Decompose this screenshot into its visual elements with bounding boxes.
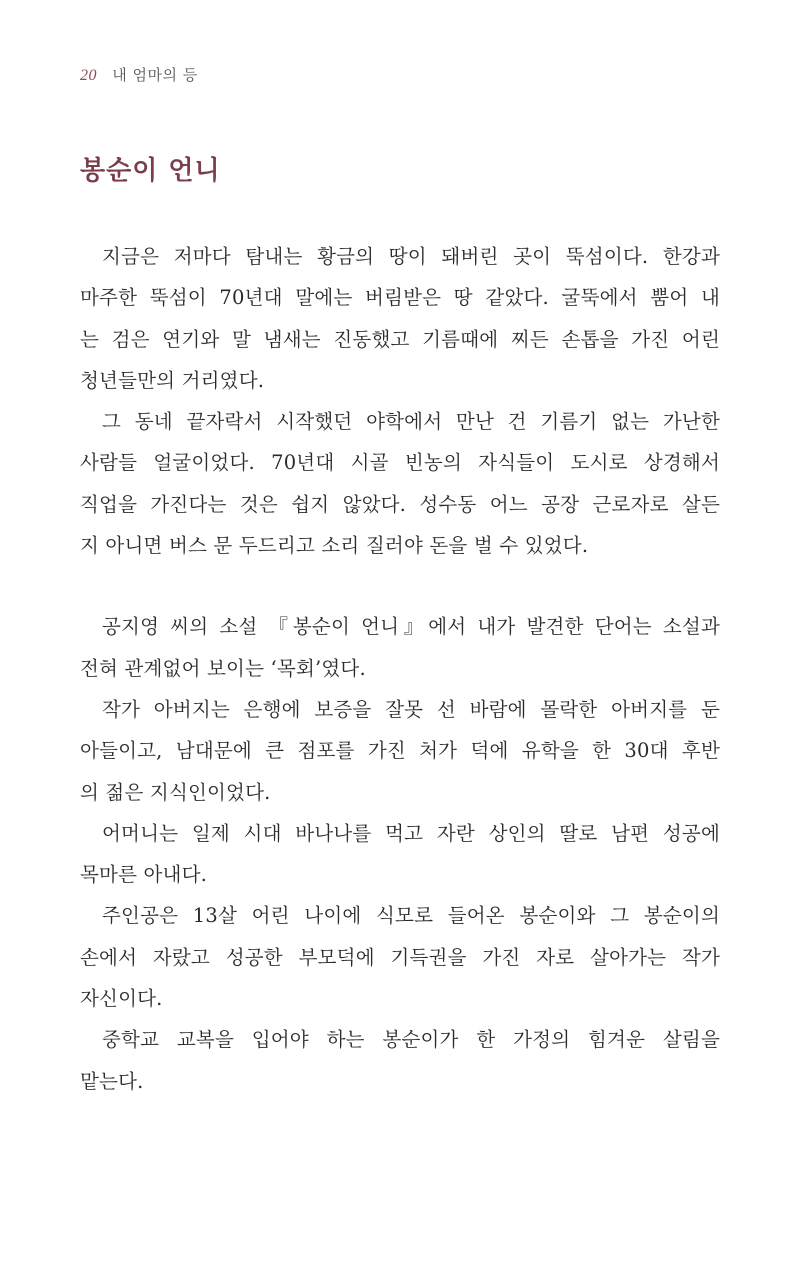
paragraph	[80, 236, 720, 401]
text-line: 마주한 뚝섬이 70년대 말에는 버림받은 땅 같았다. 굴뚝에서 뿜어 내	[80, 286, 720, 310]
text-line: 전혀 관계없어 보이는 ‘목회’였다.	[80, 656, 366, 680]
chapter-title: 봉순이 언니	[80, 156, 221, 186]
text-line: 직업을 가진다는 것은 쉽지 않았다. 성수동 어느 공장 근로자로 살든	[80, 492, 720, 516]
text-line: 자신이다.	[80, 987, 163, 1011]
body-text	[80, 236, 720, 1102]
text-line: 어머니는 일제 시대 바나나를 먹고 자란 상인의 딸로 남편 성공에	[102, 821, 720, 845]
text-line: 지금은 저마다 탐내는 황금의 땅이 돼버린 곳이 뚝섬이다. 한강과	[102, 245, 720, 268]
text-line: 목마른 아내다.	[80, 863, 208, 887]
text-line: 아들이고, 남대문에 큰 점포를 가진 처가 덕에 유학을 한 30대 후반	[80, 739, 720, 763]
paragraph	[80, 606, 720, 689]
text-line: 의 젊은 지식인이었다.	[80, 780, 271, 804]
paragraph	[80, 813, 720, 896]
paragraph	[80, 895, 720, 1019]
running-head	[80, 64, 198, 85]
section-break	[80, 566, 720, 606]
text-line: 중학교 교복을 입어야 하는 봉순이가 한 가정의 힘겨운 살림을	[102, 1028, 720, 1052]
book-title: 내 엄마의 등	[112, 66, 198, 84]
text-line: 는 검은 연기와 말 냄새는 진동했고 기름때에 찌든 손톱을 가진 어린	[80, 327, 720, 351]
text-line: 작가 아버지는 은행에 보증을 잘못 선 바람에 몰락한 아버지를 둔	[102, 697, 720, 721]
paragraph	[80, 689, 720, 813]
page-number: 20	[80, 67, 97, 84]
text-line: 청년들만의 거리였다.	[80, 368, 265, 392]
paragraph	[80, 401, 720, 566]
text-line: 그 동네 끝자락서 시작했던 야학에서 만난 건 기름기 없는 가난한	[102, 410, 720, 434]
text-line: 손에서 자랐고 성공한 부모덕에 기득권을 가진 자로 살아가는 작가	[80, 945, 720, 969]
text-line: 지 아니면 버스 문 두드리고 소리 질러야 돈을 벌 수 있었다.	[80, 534, 589, 558]
text-line: 맡는다.	[80, 1069, 144, 1093]
text-line: 사람들 얼굴이었다. 70년대 시골 빈농의 자식들이 도시로 상경해서	[80, 451, 720, 475]
paragraph	[80, 1019, 720, 1102]
text-line: 주인공은 13살 어린 나이에 식모로 들어온 봉순이와 그 봉순이의	[102, 904, 720, 928]
text-line: 공지영 씨의 소설 『봉순이 언니』에서 내가 발견한 단어는 소설과	[102, 615, 720, 639]
